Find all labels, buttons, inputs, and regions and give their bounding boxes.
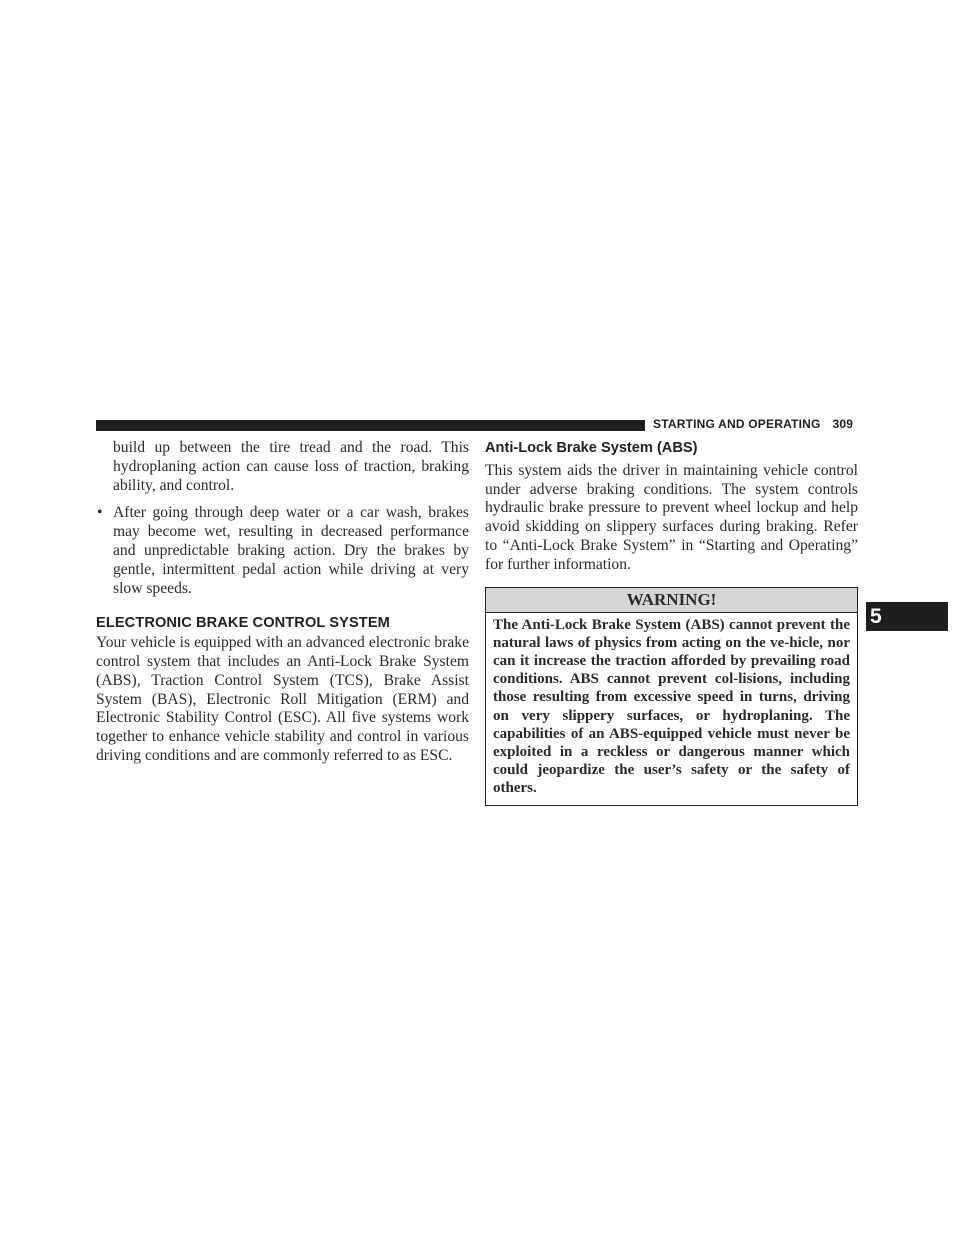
body-paragraph: Your vehicle is equipped with an advanced electronic brake control system that includes an Anti-Lock Brake System (ABS), Traction Control System (TCS), Brake Assist System (BAS), Electronic Roll Mitigation (ERM) and Electronic Stability Control (ESC). All five systems work together to enhance vehicle stability and control in various driving conditions and are commonly referred to as ESC.	[96, 634, 469, 764]
bullet-icon: •	[97, 504, 103, 522]
left-column	[96, 439, 469, 766]
warning-title: WARNING!	[486, 588, 857, 613]
chapter-tab: 5	[866, 602, 948, 631]
page-number: 309	[832, 417, 854, 431]
section-heading: ELECTRONIC BRAKE CONTROL SYSTEM	[96, 615, 390, 632]
running-header	[653, 417, 853, 431]
continued-paragraph: build up between the tire tread and the road. This hydroplaning action can cause loss of traction, braking ability, and control.	[113, 439, 469, 494]
body-paragraph: This system aids the driver in maintaining vehicle control under adverse braking conditions. The system controls hydraulic brake pressure to prevent wheel lockup and help avoid skidding on slippery surfaces during braking. Refer to “Anti-Lock Brake System” in “Starting and Operating” for further information.	[485, 461, 858, 573]
warning-text: The Anti-Lock Brake System (ABS) cannot prevent the natural laws of physics from acting on the ve-hicle, nor can it increase the traction afforded by prevailing road conditions. ABS cannot prevent col-lisions, including those resulting from excessive speed in turns, driving on very slippery surfaces, or hydroplaning. The capabilities of an ABS-equipped vehicle must never be exploited in a reckless or dangerous manner which could jeopardize the user’s safety or the safety of others.	[493, 616, 850, 797]
list-item	[96, 504, 469, 598]
header-rule	[96, 420, 645, 431]
warning-box	[485, 587, 858, 806]
section-title: STARTING AND OPERATING	[653, 417, 821, 431]
subsection-heading: Anti-Lock Brake System (ABS)	[485, 440, 698, 456]
bullet-text: After going through deep water or a car wash, brakes may become wet, resulting in decreased performance and unpredictable braking action. Dry the brakes by gentle, intermittent pedal action while driving at very slow speeds.	[113, 504, 469, 597]
right-column	[485, 439, 858, 806]
